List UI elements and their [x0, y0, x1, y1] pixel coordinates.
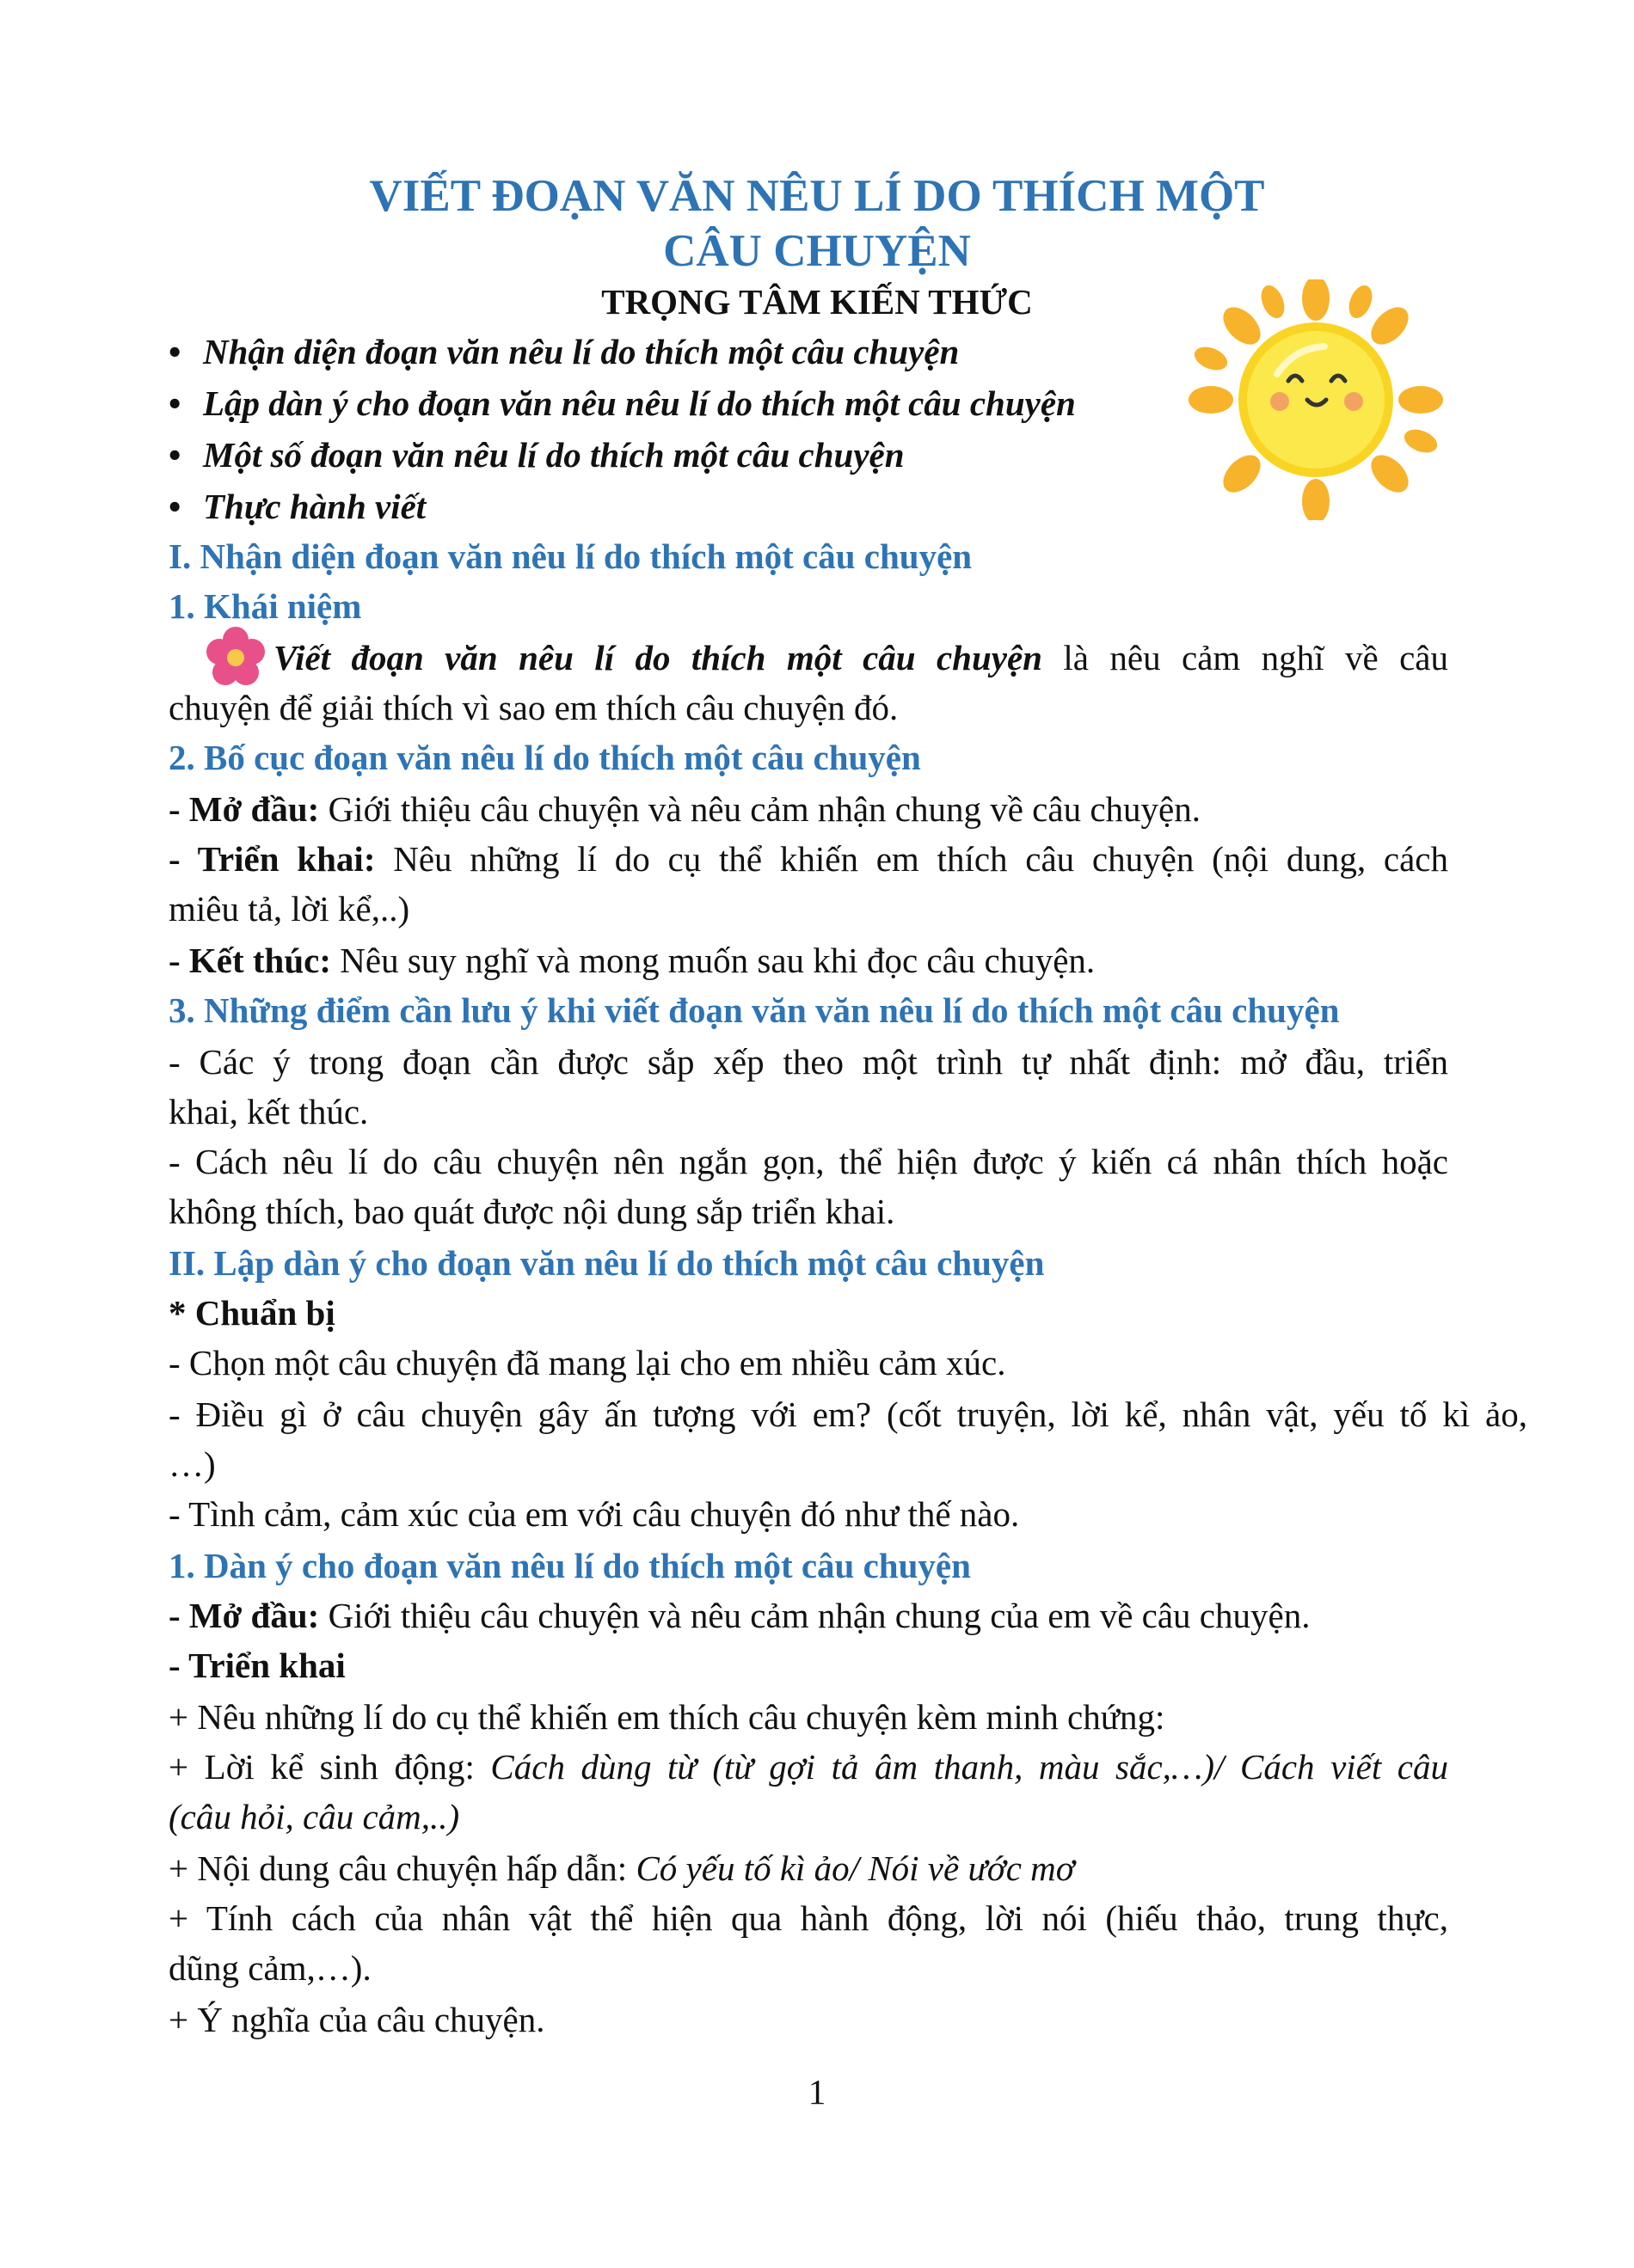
label: - Mở đầu:	[169, 789, 320, 829]
title-line-1: VIẾT ĐOẠN VĂN NÊU LÍ DO THÍCH MỘT	[369, 171, 1265, 221]
prep-item: - Điều gì ở câu chuyện gây ấn tượng với em? (cốt truyện, lời kể, nhân vật, yếu tố kì ảo,	[169, 1395, 1527, 1434]
bullet-item: Thực hành viết	[203, 487, 427, 526]
outline-item-cont: (câu hỏi, câu cảm,..)	[169, 1797, 460, 1836]
bullet-symbol: •	[169, 435, 181, 475]
title-line-2: CÂU CHUYỆN	[663, 226, 971, 276]
note-line: - Các ý trong đoạn cần được sắp xếp theo một trình tự nhất định: mở đầu, triển	[169, 1042, 1448, 1082]
note-line: không thích, bao quát được nội dung sắp triển khai.	[169, 1192, 895, 1231]
outline-item: + Nêu những lí do cụ thể khiến em thích câu chuyện kèm minh chứng:	[169, 1697, 1165, 1737]
prep-item: - Tình cảm, cảm xúc của em với câu chuyện đó như thế nào.	[169, 1494, 1020, 1534]
subsection-heading: 1. Dàn ý cho đoạn văn nêu lí do thích một câu chuyện	[169, 1546, 971, 1585]
outline-item-cont: dũng cảm,…).	[169, 1948, 372, 1988]
layout-trien-khai-cont: miêu tả, lời kể,..)	[169, 889, 410, 929]
definition-line-2: chuyện để giải thích vì sao em thích câu chuyện đó.	[169, 688, 899, 727]
prep-item: - Chọn một câu chuyện đã mang lại cho em nhiều cảm xúc.	[169, 1343, 1006, 1382]
definition-text: là nêu cảm nghĩ về câu	[1041, 638, 1448, 677]
outline-item: + Ý nghĩa của câu chuyện.	[169, 2000, 545, 2039]
text: Nêu suy nghĩ và mong muốn sau khi đọc câu chuyện.	[331, 941, 1096, 980]
bullet-item: Một số đoạn văn nêu lí do thích một câu chuyện	[203, 435, 905, 475]
text: + Nội dung câu chuyện hấp dẫn:	[169, 1848, 636, 1888]
subsection-heading: 3. Những điểm cần lưu ý khi viết đoạn văn văn nêu lí do thích một câu chuyện	[169, 990, 1340, 1030]
bullet-symbol: •	[169, 487, 181, 526]
label: - Triển khai:	[169, 839, 376, 879]
subsection-heading: 2. Bố cục đoạn văn nêu lí do thích một câu chuyện	[169, 738, 921, 777]
bullet-symbol: •	[169, 332, 181, 371]
note-line: - Cách nêu lí do câu chuyện nên ngắn gọn, thể hiện được ý kiến cá nhân thích hoặc	[169, 1142, 1448, 1181]
bullet-item: Nhận diện đoạn văn nêu lí do thích một câu chuyện	[203, 332, 960, 371]
text: Giới thiệu câu chuyện và nêu cảm nhận chung về câu chuyện.	[319, 789, 1201, 829]
page-number: 1	[808, 2072, 826, 2112]
definition-line-1	[273, 633, 1448, 683]
layout-mo-dau	[169, 784, 1448, 834]
section-heading: I. Nhận diện đoạn văn nêu lí do thích một câu chuyện	[169, 536, 973, 576]
italic-text: Có yếu tố kì ảo/ Nói về ước mơ	[636, 1848, 1075, 1888]
outline-item: + Tính cách của nhân vật thể hiện qua hành động, lời nói (hiếu thảo, trung thực,	[169, 1898, 1448, 1938]
bullet-symbol: •	[169, 383, 181, 423]
text: + Lời kể sinh động:	[169, 1747, 491, 1787]
definition-term: Viết đoạn văn nêu lí do thích một câu chuyện	[273, 638, 1042, 677]
label: - Kết thúc:	[169, 941, 332, 980]
prep-item-cont: …)	[169, 1444, 216, 1484]
section-heading: II. Lập dàn ý cho đoạn văn nêu lí do thích một câu chuyện	[169, 1243, 1045, 1283]
outline-trien-khai: - Triển khai	[169, 1646, 346, 1685]
layout-trien-khai	[169, 834, 1448, 884]
text: Nêu những lí do cụ thể khiến em thích câu chuyện (nội dung, cách	[375, 839, 1448, 879]
outline-item	[169, 1742, 1448, 1792]
layout-ket-thuc	[169, 935, 1448, 985]
outline-mo-dau	[169, 1591, 1448, 1640]
sun-icon	[1187, 279, 1445, 520]
subsection-heading: 1. Khái niệm	[169, 586, 362, 626]
flower-icon	[205, 626, 267, 688]
prep-heading: * Chuẩn bị	[169, 1293, 335, 1333]
italic-text: Cách dùng từ (từ gợi tả âm thanh, màu sắc,…)/ Cách viết câu	[490, 1747, 1448, 1787]
page-title	[0, 169, 1634, 279]
outline-item	[169, 1843, 1448, 1893]
bullet-item: Lập dàn ý cho đoạn văn nêu nêu lí do thích một câu chuyện	[203, 383, 1076, 423]
note-line: khai, kết thúc.	[169, 1092, 369, 1131]
label: - Mở đầu:	[169, 1596, 320, 1635]
text: Giới thiệu câu chuyện và nêu cảm nhận chung của em về câu chuyện.	[319, 1596, 1311, 1635]
subtitle: TRỌNG TÂM KIẾN THỨC	[601, 282, 1033, 322]
